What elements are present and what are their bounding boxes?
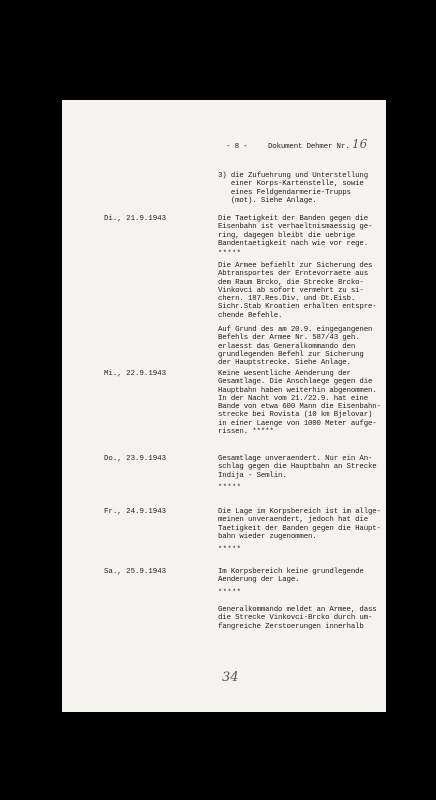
entry-date: Fr., 24.9.1943 <box>104 508 167 516</box>
entry-date: Do., 23.9.1943 <box>104 455 167 463</box>
entry-date: Mi., 22.9.1943 <box>104 370 167 378</box>
entry-paragraph: Keine wesentliche Aenderung der Gesamtlage. Die Anschlaege gegen die Hauptbahn haben weiterhin abgenommen. In der Nacht vom 21./22.9. hat eine Bande von etwa 600 Mann die Eisenbahn- strecke bei Rovista (10 km Bjelovar) in einer Laenge von 1000 Meter aufge- rissen. ***** <box>218 370 381 437</box>
handwritten-document-number: 16 <box>352 137 368 151</box>
entry-paragraph: Die Lage im Korpsbereich ist im allge- meinen unveraendert, jedoch hat die Taetigkeit der Banden gegen die Haupt- bahn wieder zugenommen. <box>218 508 381 541</box>
entry-paragraph: Im Korpsbereich keine grundlegende Aenderung der Lage. <box>218 568 364 585</box>
separator-stars: ***** <box>218 484 242 492</box>
separator-stars: ***** <box>218 546 242 554</box>
item-3-text: 3) die Zufuehrung und Unterstellung einer Korps-Kartenstelle, sowie eines Feldgendarmerie-Trupps (mot). Siehe Anlage. <box>218 172 368 205</box>
entry-date: Sa., 25.9.1943 <box>104 568 167 576</box>
separator-stars: ***** <box>218 589 242 597</box>
document-label: Dokument Dehmer Nr. <box>268 143 350 151</box>
entry-paragraph: Auf Grund des am 20.9. eingegangenen Befehls der Armee Nr. 587/43 geh. erlaesst das Generalkommando den grundlegenden Befehl zur Sicherung der Hauptstrecke. Siehe Anlage. <box>218 326 373 368</box>
document-page <box>62 100 386 712</box>
entry-paragraph: Die Taetigkeit der Banden gegen die Eisenbahn ist verhaeltnismaessig ge- ring, dagegen bleibt die uebrige Bandentaetigkeit nach wie vor rege. <box>218 215 373 248</box>
handwritten-page-number: 34 <box>222 670 239 685</box>
entry-date: Di., 21.9.1943 <box>104 215 167 223</box>
entry-paragraph: Gesamtlage unveraendert. Nur ein An- schlag gegen die Hauptbahn an Strecke Indija - Semlin. <box>218 455 377 480</box>
page-marker: - 8 - <box>226 143 248 151</box>
separator-stars: ***** <box>218 250 242 258</box>
entry-paragraph: Generalkommando meldet an Armee, dass die Strecke Vinkovci-Brcko durch um- fangreiche Zerstoerungen innerhalb <box>218 606 377 631</box>
entry-paragraph: Die Armee befiehlt zur Sicherung des Abtransportes der Erntevorraete aus dem Raum Brcko, die Strecke Brcko- Vinkovci ab sofort vermehrt zu si- chern. 187.Res.Div. und Dt.Eisb. Sichr.Stab Kroatien erhalten entspre- chende Befehle. <box>218 262 377 320</box>
